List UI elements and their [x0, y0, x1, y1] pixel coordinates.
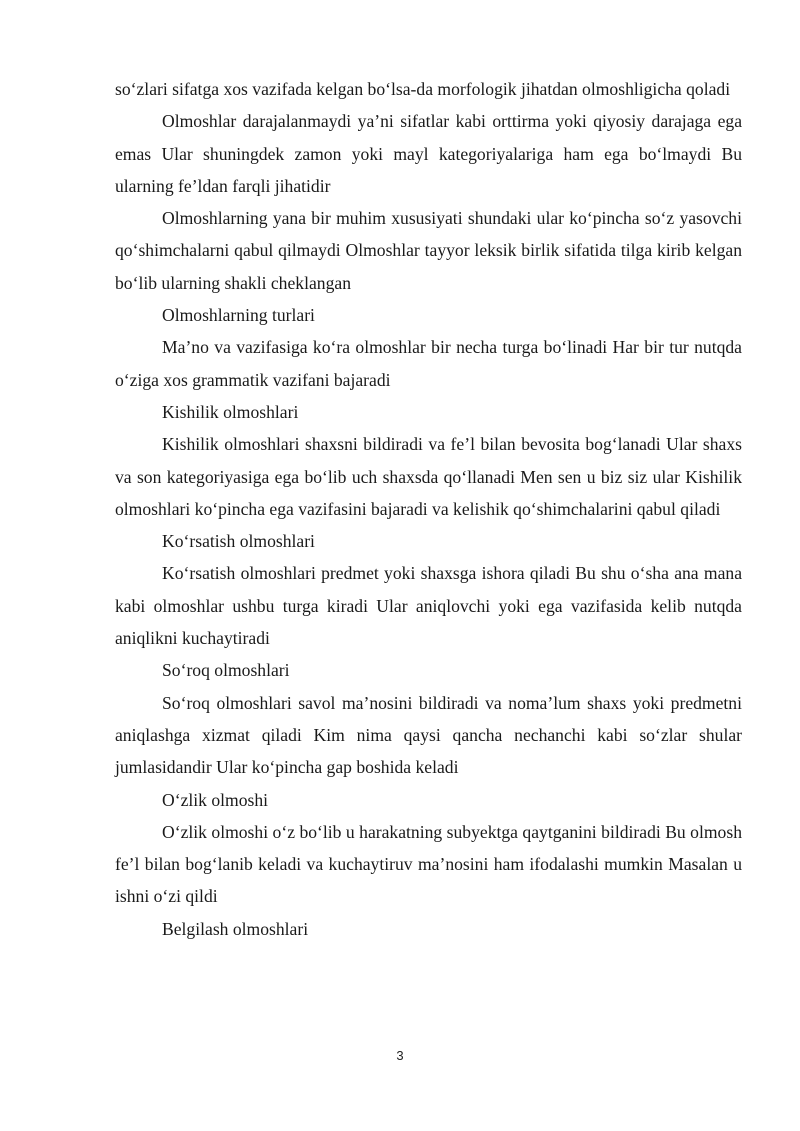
paragraph: Kishilik olmoshlari shaxsni bildiradi va fe’l bilan bevosita bog‘lanadi Ular shaxs va son kategoriyasiga ega bo‘lib uch shaxsda qo‘llanadi Men sen u biz siz ular Kishilik olmoshlari ko‘pincha ega vazifasini bajaradi va kelishik qo‘shimchalarini qabul qiladi [115, 434, 742, 519]
paragraph-continuation: so‘zlari sifatga xos vazifada kelgan bo‘lsa-da morfologik jihatdan olmoshligicha qoladi [115, 79, 731, 99]
page-number: 3 [396, 1048, 404, 1063]
paragraph: Ma’no va vazifasiga ko‘ra olmoshlar bir necha turga bo‘linadi Har bir tur nutqda o‘ziga xos grammatik vazifani bajaradi [115, 337, 742, 390]
section-heading: Kishilik olmoshlari [162, 401, 299, 422]
paragraph: Ko‘rsatish olmoshlari predmet yoki shaxsga ishora qiladi Bu shu o‘sha ana mana kabi olmoshlar ushbu turga kiradi Ular aniqlovchi yoki ega vazifasida kelib nutqda aniqlikni kuchaytiradi [115, 563, 742, 649]
section-heading: Ko‘rsatish olmoshlari [162, 531, 315, 552]
section-heading: So‘roq olmoshlari [162, 660, 290, 681]
section-heading: Olmoshlarning turlari [162, 305, 315, 326]
page-body [115, 73, 742, 945]
paragraph: Olmoshlarning yana bir muhim xususiyati shundaki ular ko‘pincha so‘z yasovchi qo‘shimchalarni qabul qilmaydi Olmoshlar tayyor leksik birlik sifatida tilga kirib kelgan bo‘lib ularning shakli cheklangan [115, 208, 742, 293]
section-heading: O‘zlik olmoshi [162, 789, 269, 810]
paragraph: O‘zlik olmoshi o‘z bo‘lib u harakatning subyektga qaytganini bildiradi Bu olmosh fe’l bilan bog‘lanib keladi va kuchaytiruv ma’nosini ham ifodalashi mumkin Masalan u ishni o‘zi qildi [115, 821, 742, 907]
paragraph: Olmoshlar darajalanmaydi ya’ni sifatlar kabi orttirma yoki qiyosiy darajaga ega emas Ular shuningdek zamon yoki mayl kategoriyalariga ham ega bo‘lmaydi Bu ularning fe’ldan farqli jihatidir [115, 111, 742, 196]
paragraph: So‘roq olmoshlari savol ma’nosini bildiradi va noma’lum shaxs yoki predmetni aniqlashga xizmat qiladi Kim nima qaysi qancha nechanchi kabi so‘zlar shular jumlasidandir Ular ko‘pincha gap boshida keladi [115, 692, 742, 778]
section-heading: Belgilash olmoshlari [162, 918, 309, 939]
